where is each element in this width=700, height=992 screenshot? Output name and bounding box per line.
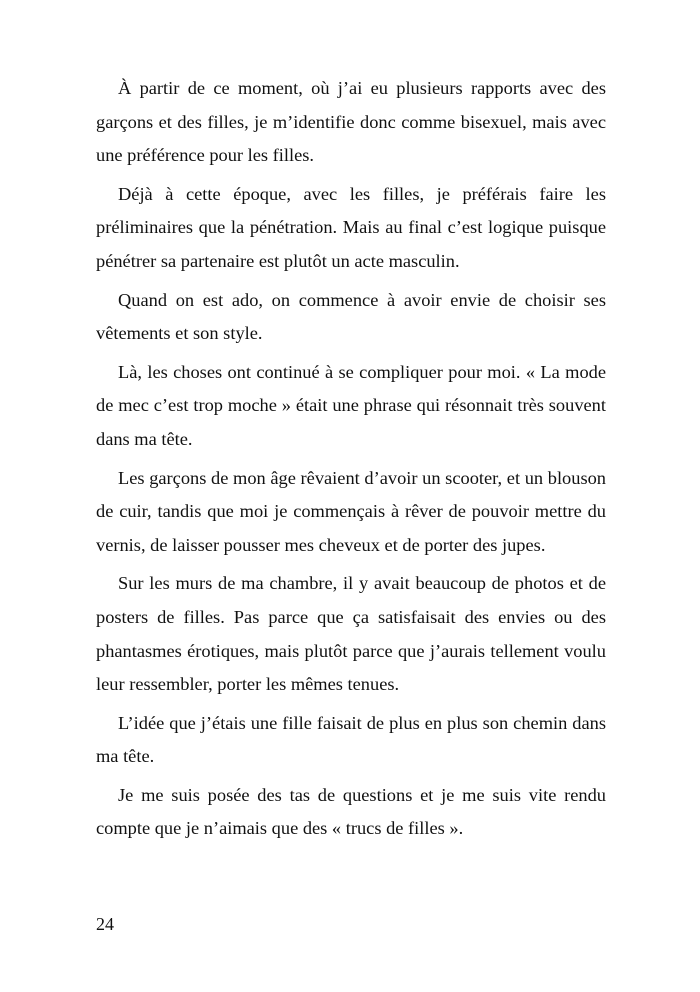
paragraph-2: Déjà à cette époque, avec les filles, je préférais faire les préliminaires que la pénétration. Mais au final c’est logique puisque pénétrer sa partenaire est plutôt un acte masculin. [96,183,606,271]
paragraph-7: L’idée que j’étais une fille faisait de plus en plus son chemin dans ma tête. [96,712,606,767]
paragraph-8: Je me suis posée des tas de questions et je me suis vite rendu compte que je n’aimais que des « trucs de filles ». [96,784,606,839]
paragraph-5: Les garçons de mon âge rêvaient d’avoir un scooter, et un blouson de cuir, tandis que moi je commençais à rêver de pouvoir mettre du vernis, de laisser pousser mes cheveux et de porter des jupes. [96,467,606,555]
paragraph-4: Là, les choses ont continué à se compliquer pour moi. « La mode de mec c’est trop moche » était une phrase qui résonnait très souvent dans ma tête. [96,361,606,449]
paragraph-6: Sur les murs de ma chambre, il y avait beaucoup de photos et de posters de filles. Pas parce que ça satisfaisait des envies ou des phantasmes érotiques, mais plutôt parce que j’aurais tellement voulu leur ressembler, porter les mêmes tenues. [96,573,606,695]
paragraph-3: Quand on est ado, on commence à avoir envie de choisir ses vêtements et son style. [96,289,606,344]
page-number: 24 [96,914,114,934]
body-text [96,72,606,851]
paragraph-1: À partir de ce moment, où j’ai eu plusieurs rapports avec des garçons et des filles, je m’identifie donc comme bisexuel, mais avec une préférence pour les filles. [96,78,606,166]
